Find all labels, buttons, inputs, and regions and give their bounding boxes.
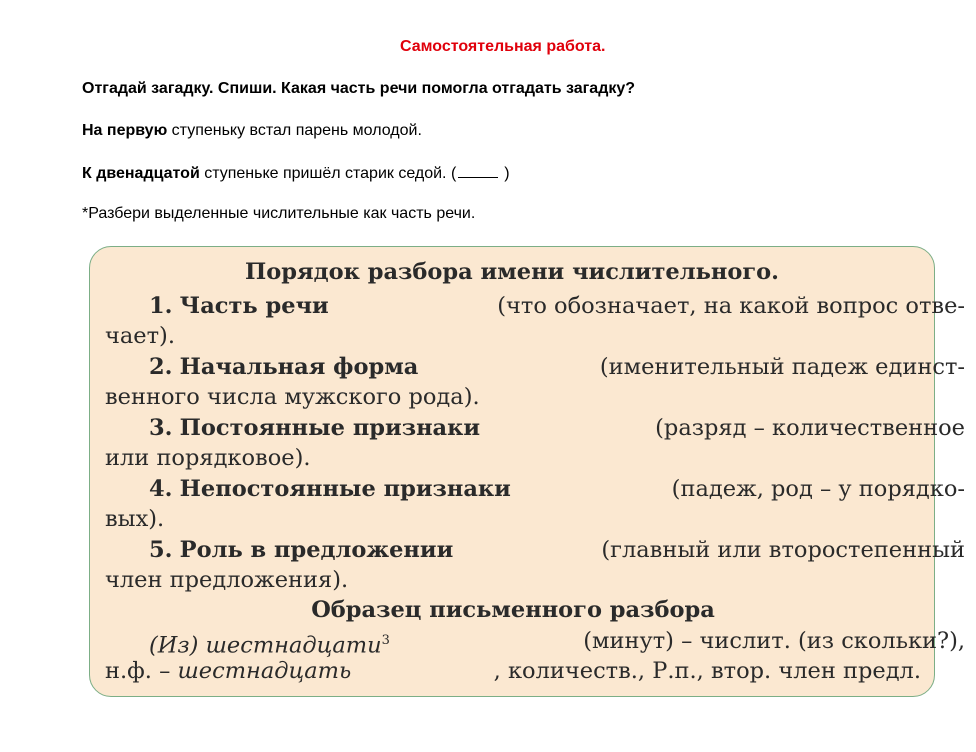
item-3-line-2: или порядковое). — [105, 445, 311, 471]
item-label: Начальная форма — [179, 354, 419, 380]
sample-italic-2: шестнадцать — [177, 658, 352, 684]
sample-line-2 — [105, 656, 921, 687]
riddle-line-1 — [82, 122, 422, 140]
item-label: Часть речи — [179, 293, 329, 319]
parsing-order-card — [89, 246, 965, 697]
item-number: 5. — [149, 537, 173, 563]
note-text: *Разбери выделенные числительные как часть речи. — [82, 205, 476, 222]
item-text: (что обозначает, на какой вопрос отве- — [497, 293, 965, 319]
item-number: 2. — [149, 354, 173, 380]
sample-line-2-b: , количеств., Р.п., втор. член предл. — [493, 658, 921, 684]
card-heading: Порядок разбора имени числительного. — [245, 259, 779, 285]
item-3-line-1 — [105, 413, 965, 444]
sample-superscript: 3 — [381, 633, 390, 648]
item-text: (главный или второстепенный — [601, 537, 965, 563]
item-number: 1. — [149, 293, 173, 319]
item-text: (падеж, род – у порядко- — [671, 476, 965, 502]
item-4-line-2: вых). — [105, 506, 165, 532]
item-number: 4. — [149, 476, 173, 502]
sample-heading: Образец письменного разбора — [311, 597, 715, 623]
item-label: Непостоянные признаки — [179, 476, 511, 502]
riddle-line-2-close: ) — [504, 165, 510, 182]
item-label: Роль в предложении — [179, 537, 454, 563]
page-title: Самостоятельная работа. — [400, 38, 606, 55]
item-2-line-2: венного числа мужского рода). — [105, 384, 480, 410]
task-text: Отгадай загадку. Спиши. Какая часть речи помогла отгадать загадку? — [82, 80, 636, 97]
sample-rest-1: (минут) – числит. (из скольки?), — [583, 628, 965, 654]
answer-blank[interactable] — [458, 163, 498, 178]
item-number: 3. — [149, 415, 173, 441]
item-5-line-2: член предложения). — [105, 567, 349, 593]
item-label: Постоянные признаки — [179, 415, 481, 441]
item-text: (разряд – количественное — [655, 415, 965, 441]
item-1-line-2: чает). — [105, 323, 175, 349]
sample-italic-1: (Из) шестнадцати — [149, 632, 382, 659]
item-2-line-1 — [105, 352, 965, 383]
item-4-line-1 — [105, 474, 965, 505]
item-text: (именительный падеж единст- — [599, 354, 965, 380]
riddle-line-1-bold: На первую — [82, 122, 168, 139]
riddle-line-2 — [82, 163, 510, 183]
riddle-line-2-rest: ступеньке пришёл старик седой. ( — [199, 165, 457, 182]
item-5-line-1 — [105, 535, 965, 566]
sample-line-2-a: н.ф. – — [105, 658, 178, 684]
riddle-line-1-rest: ступеньку встал парень молодой. — [167, 122, 422, 139]
item-1-line-1 — [105, 291, 965, 322]
riddle-line-2-bold: К двенадцатой — [82, 165, 200, 182]
